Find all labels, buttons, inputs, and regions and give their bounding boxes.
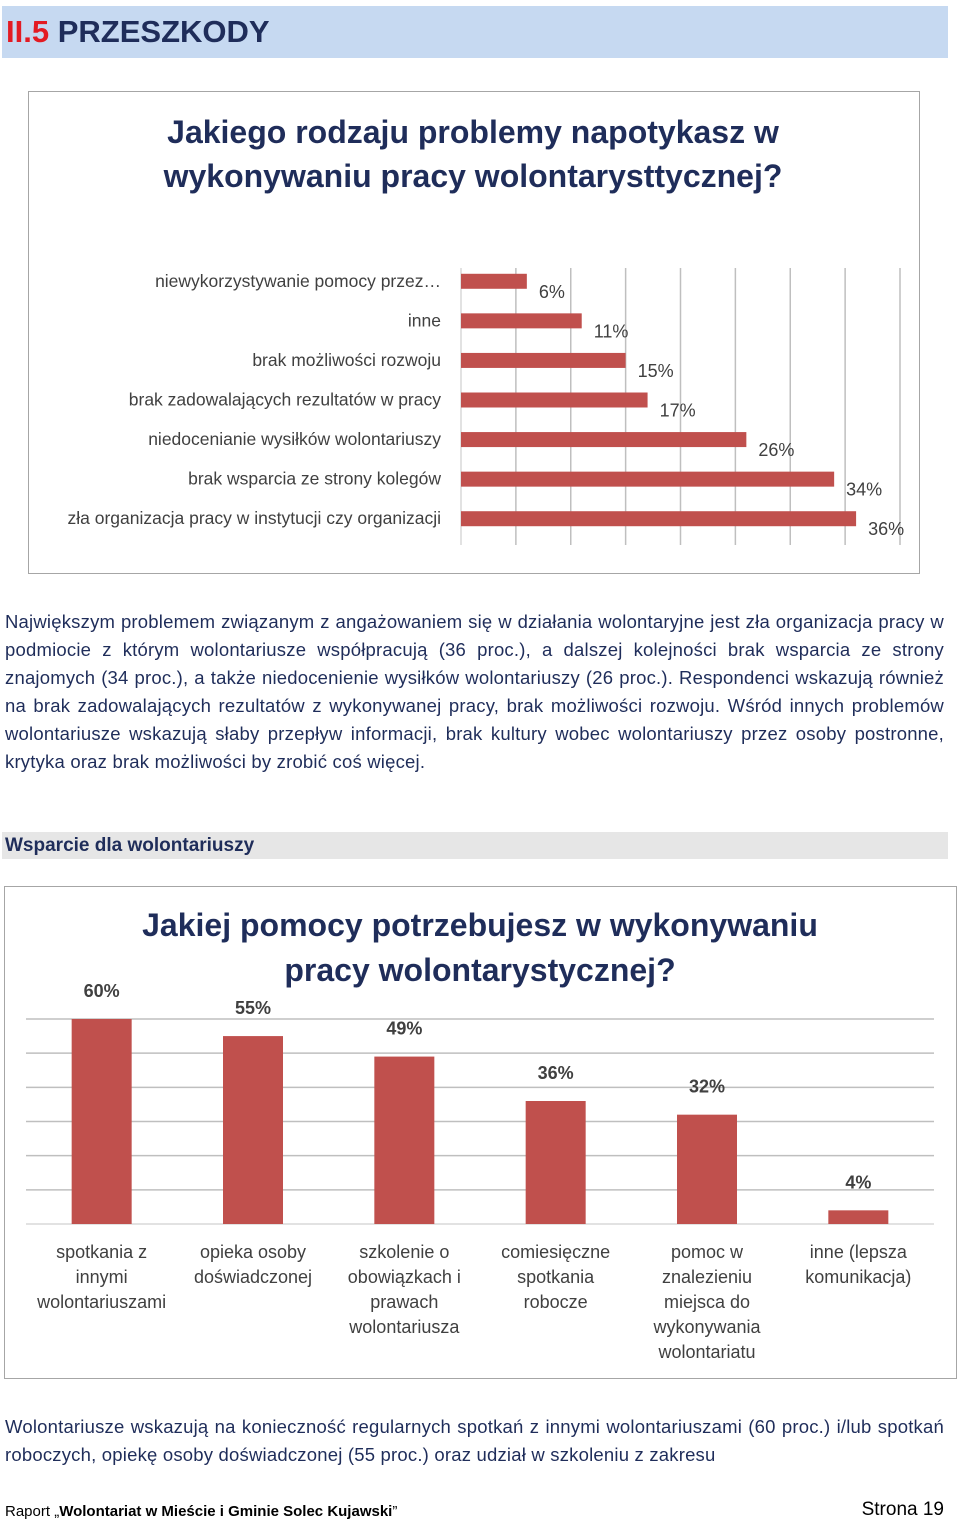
chart2-category-line: wolontariuszami: [37, 1292, 167, 1312]
chart2-category-line: miejsca do: [663, 1292, 751, 1312]
chart1-data-label: 11%: [593, 321, 629, 342]
chart2-data-label: 60%: [83, 981, 120, 1001]
chart1-title-line1: Jakiego rodzaju problemy napotykasz w: [167, 114, 779, 150]
chart2-category-label: [348, 1242, 461, 1337]
chart1-data-label: 6%: [538, 281, 565, 302]
chart2-bar: [223, 1036, 283, 1224]
chart2-category-label: [501, 1242, 610, 1312]
chart2-category-line: pomoc w: [670, 1242, 744, 1262]
chart1-category-label: zła organizacja pracy w instytucji czy organizacji: [67, 508, 441, 529]
chart1-category-label: brak możliwości rozwoju: [252, 349, 441, 370]
chart2-category-label: [652, 1242, 761, 1362]
chart1-category-label: brak zadowalających rezultatów w pracy: [128, 389, 441, 410]
chart2-category-line: szkolenie o: [359, 1242, 450, 1262]
chart2-category-line: innymi: [75, 1267, 128, 1287]
subsection-title: Wsparcie dla wolontariuszy: [5, 835, 255, 856]
chart1-data-label: 26%: [758, 440, 795, 461]
chart2-category-line: obowiązkach i: [347, 1267, 461, 1287]
chart2-data-label: 4%: [845, 1172, 872, 1193]
chart2-category-line: znalezieniu: [661, 1267, 753, 1287]
chart2-bar: [72, 1019, 132, 1224]
chart2-bar: [526, 1101, 586, 1224]
chart2-category-line: robocze: [523, 1292, 588, 1312]
chart2-category-line: comiesięczne: [501, 1242, 611, 1262]
chart2-category-line: wolontariusza: [349, 1317, 460, 1337]
chart1-data-label: 36%: [868, 519, 905, 540]
chart2-title-line2: pracy wolontarystycznej?: [284, 952, 676, 988]
chart2-bar: [374, 1057, 434, 1224]
chart1-data-label: 34%: [846, 479, 883, 500]
paragraph-problems: Największym problemem związanym z angażowaniem się w działania wolontaryjne jest zła organizacja pracy w podmiocie z którym wolontariusze współpracują (36 proc.), a dalszej kolejności brak wsparcia ze strony znajomych (34 proc.), a także niedocenienie wysiłków wolontariuszy (26 proc.). Respondenci wskazują również na brak zadowalających rezultatów z wykonywanej pracy, brak możliwości rozwoju. Wśród innych problemów wolontariusze wskazują słaby przepływ informacji, brak kultury wobec wolontariuszy przez osoby postronne, krytyka oraz brak możliwości by zrobić coś więcej.: [5, 611, 944, 772]
chart2-category-line: wykonywania: [653, 1317, 761, 1337]
chart1-title-line2: wykonywaniu pracy wolontarysttycznej?: [163, 158, 783, 194]
chart2-data-label: 36%: [537, 1063, 574, 1083]
chart1-data-label: 15%: [637, 360, 674, 381]
chart2-category-line: doświadczonej: [193, 1267, 313, 1287]
chart1-category-label: inne: [407, 310, 441, 331]
chart2-data-label: 55%: [234, 998, 272, 1019]
chart2-category-line: inne (lepsza: [809, 1242, 907, 1262]
section-number: II.5: [6, 14, 50, 49]
chart2-category-label: [805, 1242, 911, 1287]
footer-page-number: Strona 19: [861, 1499, 944, 1520]
section-name: PRZESZKODY: [57, 14, 270, 49]
footer-prefix: Raport „: [5, 1503, 60, 1520]
footer-report: [5, 1503, 397, 1520]
chart1-data-label: 17%: [659, 400, 696, 421]
chart2-category-line: spotkania: [517, 1267, 595, 1287]
chart2-category-line: prawach: [370, 1292, 439, 1312]
paragraph-support: Wolontariusze wskazują na konieczność regularnych spotkań z innymi wolontariuszami (60 proc.) i/lub spotkań roboczych, opiekę osoby doświadczonej (55 proc.) oraz udział w szkoleniu z zakresu: [5, 1416, 944, 1465]
chart2-data-label: 49%: [386, 1018, 423, 1039]
chart2-title-line1: Jakiej pomocy potrzebujesz w wykonywaniu: [142, 907, 818, 943]
chart2-category-label: [36, 1242, 166, 1312]
chart2-category-line: opieka osoby: [199, 1242, 307, 1262]
chart2-bar: [828, 1210, 888, 1224]
chart2-bar: [677, 1115, 737, 1224]
footer-suffix: ”: [392, 1503, 398, 1520]
chart2-category-label: [194, 1242, 312, 1287]
chart2-data-label: 32%: [688, 1076, 726, 1097]
chart1-category-label: niedocenianie wysiłków wolontariuszy: [148, 429, 441, 450]
chart1-category-label: niewykorzystywanie pomocy przez…: [155, 270, 441, 291]
footer-report-title: Wolontariat w Mieście i Gminie Solec Kujawski: [59, 1503, 393, 1520]
chart2-category-line: spotkania z: [56, 1242, 148, 1262]
chart2-category-line: komunikacja): [805, 1267, 912, 1287]
chart2-category-line: wolontariatu: [658, 1342, 756, 1362]
chart1-category-label: brak wsparcia ze strony kolegów: [188, 468, 441, 489]
